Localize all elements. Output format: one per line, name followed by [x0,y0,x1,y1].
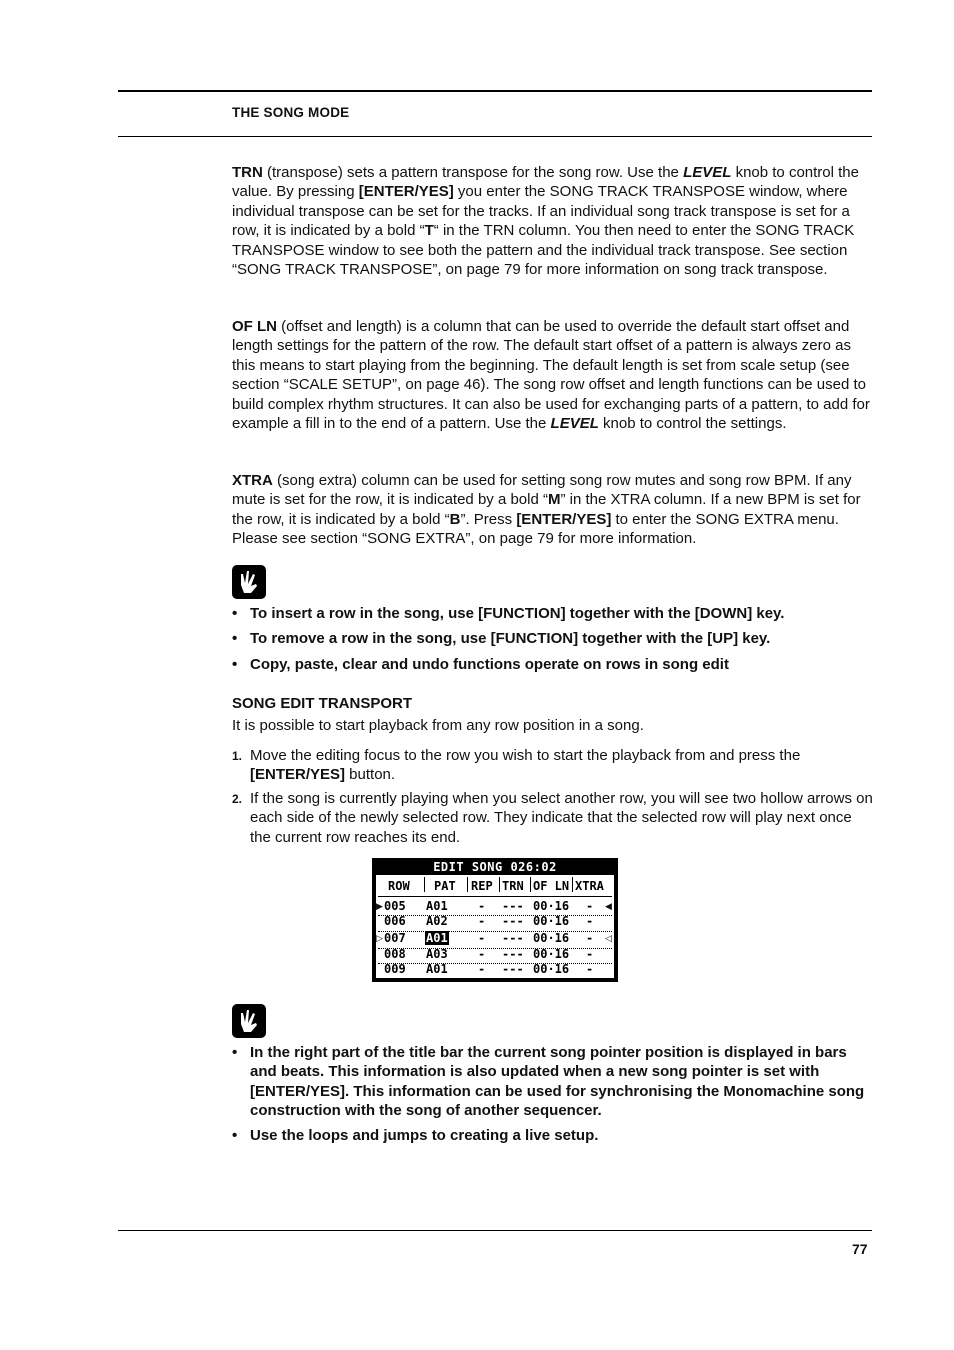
row-offset-length: 00·16 [533,914,570,928]
xtra-text-3: ”. Press [460,510,517,528]
list-item [232,655,874,674]
page-number: 77 [852,1241,868,1257]
trn-term: TRN [232,164,263,181]
row-repeat: - [478,914,486,928]
row-number: 006 [384,914,406,928]
tips-list-1 [232,604,874,680]
tip-text: Copy, paste, clear and undo functions operate on rows in song edit [250,655,729,673]
row-pattern: A03 [426,947,448,961]
ofln-text-1: (offset and length) is a column that can be used to override the default start offset and length settings for the pattern of the row. The default start offset of a pattern is always zero as this means to start playing from the beginning. The default length is set from scale setup (see section “SCALE SETUP”, on page 46). The song row offset and length functions can be used to build complex rhythm structures. It can also be used for exchanging parts of a pattern, to add for example a fill in to the end of a pattern. Use the [232,318,870,433]
trn-text-3: you enter the SONG TRACK TRANSPOSE window, where individual transpose can be set for the tracks. If an individual song track transpose is set for a row, it is indicated by a bold “ [232,183,850,240]
enter-key-ref: [ENTER/YES] [358,183,454,201]
xtra-text-2: ” in the XTRA column. If a new BPM is set for the row, it is indicated by a bold “ [232,491,861,528]
tip-text: In the right part of the title bar the current song pointer position is displayed in bars and beats. This information is also updated when a new song pointer is set with [ENTER/YES]. This information can be used for synchronising the Monomachine song construction with the song of another sequencer. [250,1044,865,1120]
bold-t-ref: T [424,222,434,240]
row-repeat: - [478,962,486,976]
row-divider [378,963,612,964]
tip-text: To insert a row in the song, use [FUNCTION] together with the [DOWN] key. [250,605,785,622]
col-header-row: ROW [388,879,410,893]
row-offset-length: 00·16 [533,947,570,961]
bullet: • [232,605,238,622]
lcd-screen [372,858,618,982]
row-repeat: - [478,947,486,961]
trn-paragraph [232,163,874,279]
screen-body [376,875,614,978]
screen-title: EDIT SONG 026:02 [433,860,557,874]
col-divider [499,877,500,892]
row-number: 008 [384,947,406,961]
top-rule [118,90,872,92]
row-divider [378,915,612,916]
bold-m-ref: M [547,491,561,509]
header-divider [378,896,612,897]
hand-icon [232,1004,266,1038]
row-number: 007 [384,931,406,945]
running-header: THE SONG MODE [232,105,350,120]
row-offset-length: 00·16 [533,899,570,913]
bullet: • [232,655,238,673]
row-pattern: A01 [426,899,448,913]
bullet: • [232,630,238,648]
step-text: If the song is currently playing when you select another row, you will see two hollow arrows on each side of the newly selected row. They indicate that the selected row will play next once the current row reaches its end. [250,790,873,846]
tip-text: To remove a row in the song, use [FUNCTION] together with the [UP] key. [250,630,771,648]
xtra-paragraph [232,471,874,549]
row-transpose: --- [502,899,524,913]
xtra-term: XTRA [232,472,273,489]
row-transpose: --- [502,947,524,961]
section-heading: SONG EDIT TRANSPORT [232,695,413,712]
row-number: 005 [384,899,406,913]
row-pattern-selected: A01 [426,931,448,945]
bold-b-ref: B [449,510,461,528]
step-item [232,789,874,847]
step-text: Move the editing focus to the row you wish to start the playback from and press the [250,747,801,764]
col-header-ofln: OF LN [533,879,570,893]
col-divider [424,877,425,892]
list-item [232,1043,874,1121]
col-header-pat: PAT [434,879,456,893]
col-divider [572,877,573,892]
trn-text-1: (transpose) sets a pattern transpose for the song row. Use the [262,164,684,181]
step-number: 2. [232,792,243,806]
row-transpose: --- [502,914,524,928]
col-header-trn: TRN [502,879,524,893]
row-offset-length: 00·16 [533,931,570,945]
col-header-xtra: XTRA [575,879,604,893]
row-repeat: - [478,931,486,945]
step-list [232,746,874,785]
bullet: • [232,1126,238,1144]
section-intro: It is possible to start playback from any row position in a song. [232,717,644,734]
header-rule [118,136,872,137]
trn-text-2: knob to control the value. By pressing [232,164,859,201]
list-item [232,1126,874,1145]
step-number: 1. [232,749,243,763]
row-number: 009 [384,962,406,976]
arrow-hollow-icon: ▷ [376,934,383,944]
hand-icon [232,565,266,599]
footer-rule [118,1230,872,1231]
row-repeat: - [478,899,486,913]
row-extra: - [586,899,594,913]
xtra-text-1: (song extra) column can be used for setting song row mutes and song row BPM. If any mute is set for the row, it is indicated by a bold “ [232,472,852,509]
ofln-paragraph [232,317,874,433]
step-list [232,789,874,847]
ofln-text-2: knob to control the settings. [598,415,787,433]
row-transpose: --- [502,962,524,976]
step-text: button. [345,766,396,784]
level-knob-ref: LEVEL [683,164,732,181]
level-knob-ref: LEVEL [550,415,599,433]
row-transpose: --- [502,931,524,945]
list-item [232,604,874,623]
tips-list-2 [232,1043,874,1150]
list-item [232,629,874,648]
row-divider [378,931,612,932]
trn-text-4: “ in the TRN column. You then need to enter the SONG TRACK TRANSPOSE window to see both the pattern and the individual track transpose. See section “SONG TRACK TRANSPOSE”, on page 79 for more information on song track transpose. [232,222,855,279]
row-pattern: A02 [426,914,448,928]
arrow-filled-icon: ◀ [605,902,612,912]
tip-text: Use the loops and jumps to creating a live setup. [250,1126,599,1144]
row-extra: - [586,914,594,928]
enter-key-ref: [ENTER/YES] [250,766,346,784]
row-pattern: A01 [426,962,448,976]
col-divider [467,877,468,892]
col-divider [530,877,531,892]
enter-key-ref: [ENTER/YES] [516,510,612,528]
row-divider [378,948,612,949]
col-header-rep: REP [471,879,493,893]
row-extra: - [586,947,594,961]
ofln-term: OF LN [232,318,277,335]
row-offset-length: 00·16 [533,962,570,976]
xtra-text-4: to enter the SONG EXTRA menu. Please see section “SONG EXTRA”, on page 79 for more information. [232,510,839,548]
row-extra: - [586,931,594,945]
arrow-filled-icon: ▶ [376,902,383,912]
step-item [232,746,874,785]
row-extra: - [586,962,594,976]
bullet: • [232,1044,238,1061]
arrow-hollow-icon: ◁ [605,934,612,944]
